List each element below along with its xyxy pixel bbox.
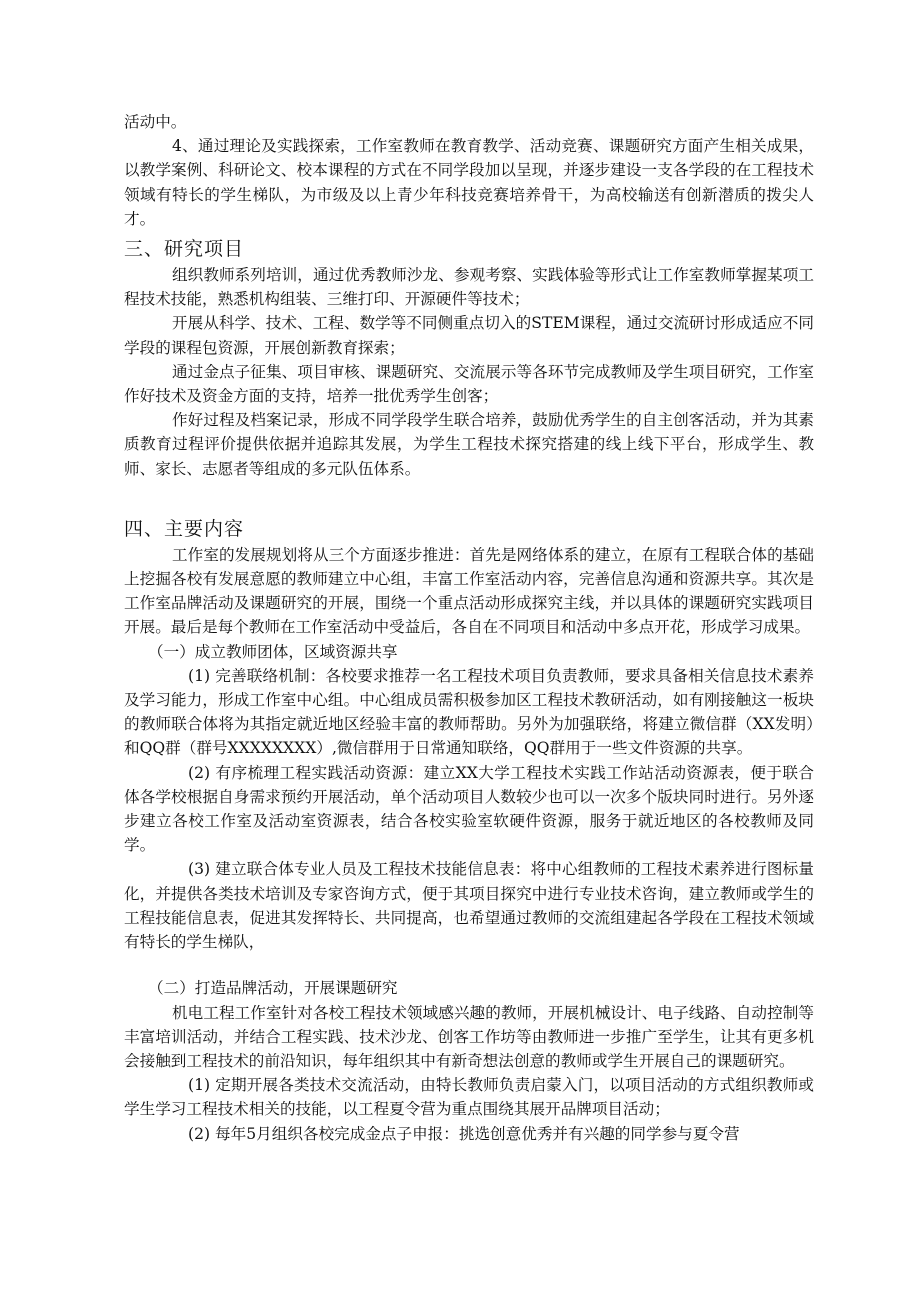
subsection-2-heading: （二）打造品牌活动，开展课题研究: [148, 979, 398, 998]
item-4-paragraph: 4、通过理论及实践探索，工作室教师在教育教学、活动竞赛、课题研究方面产生相关成果，以教学案例、科研论文、校本课程的方式在不同学段加以呈现，并逐步建设一支各学段的在工程技术领域有特长的学生梯队，为市级及以上青少年科技竞赛培养骨干，为高校输送有创新潜质的拨尖人才。: [124, 137, 814, 228]
document-body: [124, 110, 814, 1146]
section-4-heading: 四、主要内容: [124, 517, 245, 540]
section-3-paragraph: 开展从科学、技术、工程、数学等不同侧重点切入的STEM课程，通过交流研讨形成适应不同学段的课程包资源，开展创新教育探索；: [124, 314, 814, 357]
subsection-2-item: (2) 每年5月组织各校完成金点子申报：挑选创意优秀并有兴趣的同学参与夏令营: [188, 1124, 740, 1143]
section-4-intro: 工作室的发展规划将从三个方面逐步推进：首先是网络体系的建立，在原有工程联合体的基础上挖掘各校有发展意愿的教师建立中心组，丰富工作室活动内容，完善信息沟通和资源共享。其次是工作室品牌活动及课题研究的开展，围绕一个重点活动形成探究主线，并以具体的课题研究实践项目开展。最后是每个教师在工作室活动中受益后，各自在不同项目和活动中多点开花，形成学习成果。: [124, 545, 814, 637]
subsection-1-item: (1) 完善联络机制：各校要求推荐一名工程技术项目负责教师，要求具备相关信息技术素养及学习能力，形成工作室中心组。中心组成员需积极参加区工程技术教研活动，如有刚接触这一板块的教师联合体将为其指定就近地区经验丰富的教师帮助。另外为加强联络，将建立微信群（XX发明）和QQ群（群号XXXXXXXX）,微信群用于日常通知联络，QQ群用于一些文件资源的共享。: [124, 666, 814, 758]
section-3-paragraph: 组织教师系列培训，通过优秀教师沙龙、参观考察、实践体验等形式让工作室教师掌握某项工程技术技能，熟悉机构组装、三维打印、开源硬件等技术；: [124, 266, 814, 309]
subsection-1-item: (2) 有序梳理工程实践活动资源：建立XX大学工程技术实践工作站活动资源表，便于联合体各学校根据自身需求预约开展活动，单个活动项目人数较少也可以一次多个版块同时进行。另外逐步建立各校工作室及活动室资源表，结合各校实验室软硬件资源，服务于就近地区的各校教师及同学。: [124, 763, 814, 855]
subsection-2-item: (1) 定期开展各类技术交流活动，由特长教师负责启蒙入门，以项目活动的方式组织教师或学生学习工程技术相关的技能，以工程夏令营为重点围绕其展开品牌项目活动；: [124, 1076, 814, 1119]
section-3-paragraph: 作好过程及档案记录，形成不同学段学生联合培养，鼓励优秀学生的自主创客活动，并为其素质教育过程评价提供依据并追踪其发展，为学生工程技术探究搭建的线上线下平台，形成学生、教师、家长、志愿者等组成的多元队伍体系。: [124, 411, 814, 478]
subsection-1-heading: （一）成立教师团体，区域资源共享: [148, 642, 398, 661]
subsection-1-item: (3) 建立联合体专业人员及工程技术技能信息表：将中心组教师的工程技术素养进行图标量化，并提供各类技术培训及专家咨询方式，便于其项目探究中进行专业技术咨询，建立教师或学生的工程技能信息表，促进其发挥特长、共同提高，也希望通过教师的交流组建起各学段在工程技术领域有特长的学生梯队，: [124, 860, 814, 952]
intro-tail-text: 活动中。: [124, 113, 187, 131]
section-3-paragraph: 通过金点子征集、项目审核、课题研究、交流展示等各环节完成教师及学生项目研究，工作室作好技术及资金方面的支持，培养一批优秀学生创客；: [124, 362, 814, 406]
section-3-heading: 三、研究项目: [124, 238, 245, 261]
subsection-2-intro: 机电工程工作室针对各校工程技术领域感兴趣的教师，开展机械设计、电子线路、自动控制等丰富培训活动，并结合工程实践、技术沙龙、创客工作坊等由教师进一步推广至学生，让其有更多机会接触到工程技术的前沿知识，每年组织其中有新奇想法创意的教师或学生开展自己的课题研究。: [124, 1003, 814, 1070]
